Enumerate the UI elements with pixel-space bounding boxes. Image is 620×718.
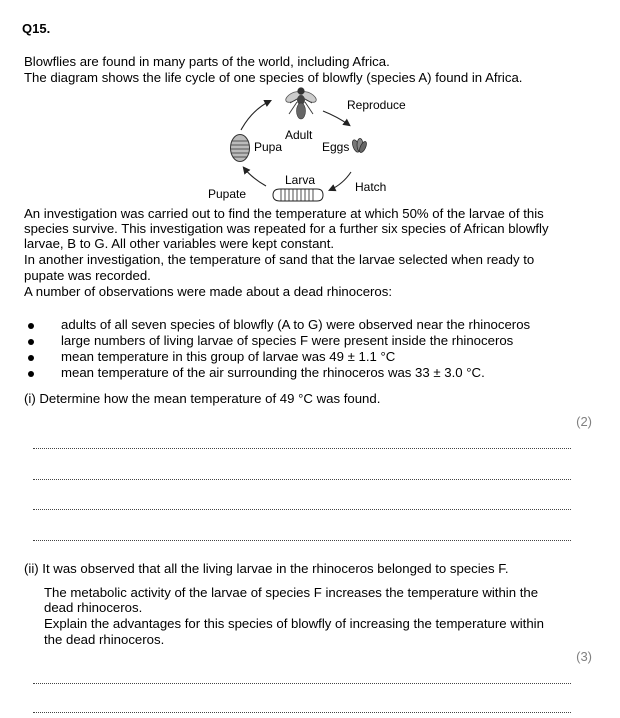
bullet-point — [28, 323, 34, 329]
part-ii-body-line: Explain the advantages for this species of blowfly of increasing the temperature within — [44, 616, 544, 631]
bullet-point — [28, 355, 34, 361]
answer-line[interactable] — [33, 683, 571, 684]
bullet-point — [28, 339, 34, 345]
investigation-line: pupate was recorded. — [24, 268, 151, 283]
part-ii-question: (ii) It was observed that all the living larvae in the rhinoceros belonged to species F. — [24, 561, 509, 576]
answer-line[interactable] — [33, 540, 571, 541]
part-ii-marks: (3) — [576, 649, 592, 664]
intro-line-1: Blowflies are found in many parts of the world, including Africa. — [24, 54, 390, 69]
label-adult: Adult — [285, 128, 313, 142]
observation-item: adults of all seven species of blowfly (A to G) were observed near the rhinoceros — [61, 317, 531, 332]
observation-item: mean temperature of the air surrounding the rhinoceros was 33 ± 3.0 °C. — [61, 365, 485, 380]
investigation-line: larvae, B to G. All other variables were kept constant. — [24, 236, 335, 251]
observation-item: mean temperature in this group of larvae was 49 ± 1.1 °C — [61, 349, 396, 364]
answer-line[interactable] — [33, 509, 571, 510]
part-ii-body-line: The metabolic activity of the larvae of species F increases the temperature within the — [44, 585, 539, 600]
part-ii-body-line: dead rhinoceros. — [44, 600, 143, 615]
answer-line[interactable] — [33, 712, 571, 713]
label-hatch: Hatch — [355, 180, 387, 194]
label-pupa: Pupa — [254, 140, 283, 154]
investigation-line: An investigation was carried out to find the temperature at which 50% of the larvae of this — [24, 206, 544, 221]
part-ii-body-line: the dead rhinoceros. — [44, 632, 165, 647]
answer-line[interactable] — [33, 448, 571, 449]
investigation-line: A number of observations were made about a dead rhinoceros: — [24, 284, 393, 299]
investigation-line: species survive. This investigation was repeated for a further six species of African blowfly — [24, 221, 549, 236]
label-pupate: Pupate — [208, 187, 247, 201]
answer-line[interactable] — [33, 479, 571, 480]
investigation-line: In another investigation, the temperature of sand that the larvae selected when ready to — [24, 252, 535, 267]
observation-item: large numbers of living larvae of species F were present inside the rhinoceros — [61, 333, 514, 348]
intro-line-2: The diagram shows the life cycle of one species of blowfly (species A) found in Africa. — [24, 70, 523, 85]
part-i-marks: (2) — [576, 414, 592, 429]
bullet-point — [28, 371, 34, 377]
label-reproduce: Reproduce — [347, 98, 406, 112]
label-larva: Larva — [285, 173, 316, 187]
question-number: Q15. — [22, 21, 51, 36]
label-eggs: Eggs — [322, 140, 350, 154]
part-i-question: (i) Determine how the mean temperature of 49 °C was found. — [24, 391, 381, 406]
